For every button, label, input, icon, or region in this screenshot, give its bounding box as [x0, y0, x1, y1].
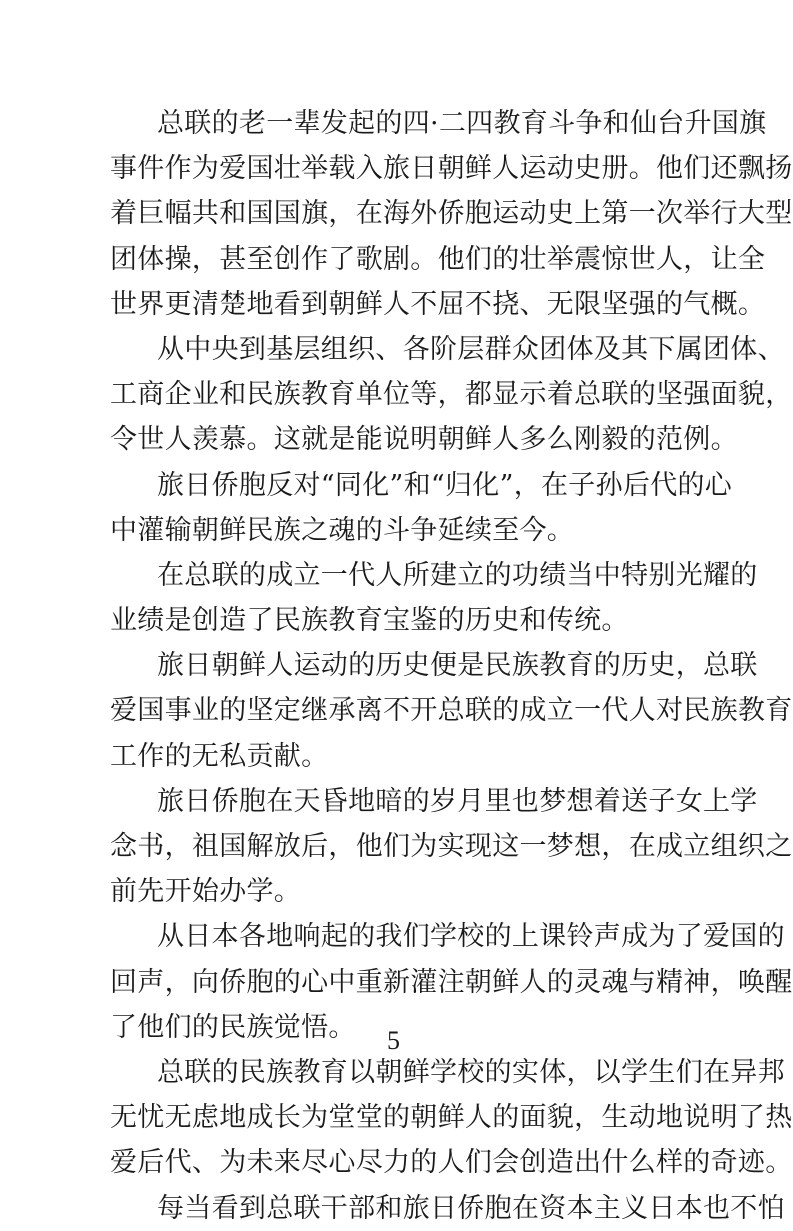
text-line: 工作的无私贡献。	[110, 740, 329, 772]
text-line: 爱后代、为未来尽心尽力的人们会创造出什么样的奇迹。	[110, 1147, 793, 1179]
text-line: 前先开始办学。	[110, 876, 302, 908]
page-number: 5	[387, 1026, 400, 1055]
text-line: 团体操，甚至创作了歌剧。他们的壮举震惊世人，让全	[110, 243, 766, 275]
text-line: 世界更清楚地看到朝鲜人不屈不挠、无限坚强的气概。	[110, 288, 766, 320]
text-line: 中灌输朝鲜民族之魂的斗争延续至今。	[110, 514, 575, 546]
text-line: 业绩是创造了民族教育宝鉴的历史和传统。	[110, 605, 629, 637]
text-line: 旅日朝鲜人运动的历史便是民族教育的历史，总联	[157, 650, 758, 682]
text-line: 念书，祖国解放后，他们为实现这一梦想，在成立组织之	[110, 831, 793, 862]
text-line: 事件作为爱国壮举载入旅日朝鲜人运动史册。他们还飘扬	[110, 153, 793, 185]
text-line: 着巨幅共和国国旗，在海外侨胞运动史上第一次举行大型	[110, 198, 793, 230]
text-line: 总联的民族教育以朝鲜学校的实体，以学生们在异邦	[157, 1056, 785, 1088]
text-line: 总联的老一辈发起的四·二四教育斗争和仙台升国旗	[157, 108, 767, 139]
text-line: 旅日侨胞在天昏地暗的岁月里也梦想着送子女上学	[157, 785, 758, 817]
text-line: 每当看到总联干部和旅日侨胞在资本主义日本也不怕	[157, 1192, 785, 1224]
text-line: 工商企业和民族教育单位等，都显示着总联的坚强面貌，	[110, 379, 793, 411]
text-line: 从中央到基层组织、各阶层群众团体及其下属团体、	[157, 333, 785, 365]
text-line: 无忧无虑地成长为堂堂的朝鲜人的面貌，生动地说明了热	[110, 1102, 793, 1134]
text-line: 爱国事业的坚定继承离不开总联的成立一代人对民族教育	[110, 695, 793, 727]
text-line: 了他们的民族觉悟。	[110, 1011, 356, 1043]
text-line: 旅日侨胞反对“同化”和“归化”，在子孙后代的心	[157, 469, 733, 501]
text-line: 在总联的成立一代人所建立的功绩当中特别光耀的	[157, 559, 758, 591]
text-line: 令世人羡慕。这就是能说明朝鲜人多么刚毅的范例。	[110, 424, 738, 456]
text-line: 从日本各地响起的我们学校的上课铃声成为了爱国的	[157, 921, 785, 953]
body-text	[110, 101, 793, 1231]
text-line: 回声，向侨胞的心中重新灌注朝鲜人的灵魂与精神，唤醒	[110, 966, 793, 998]
